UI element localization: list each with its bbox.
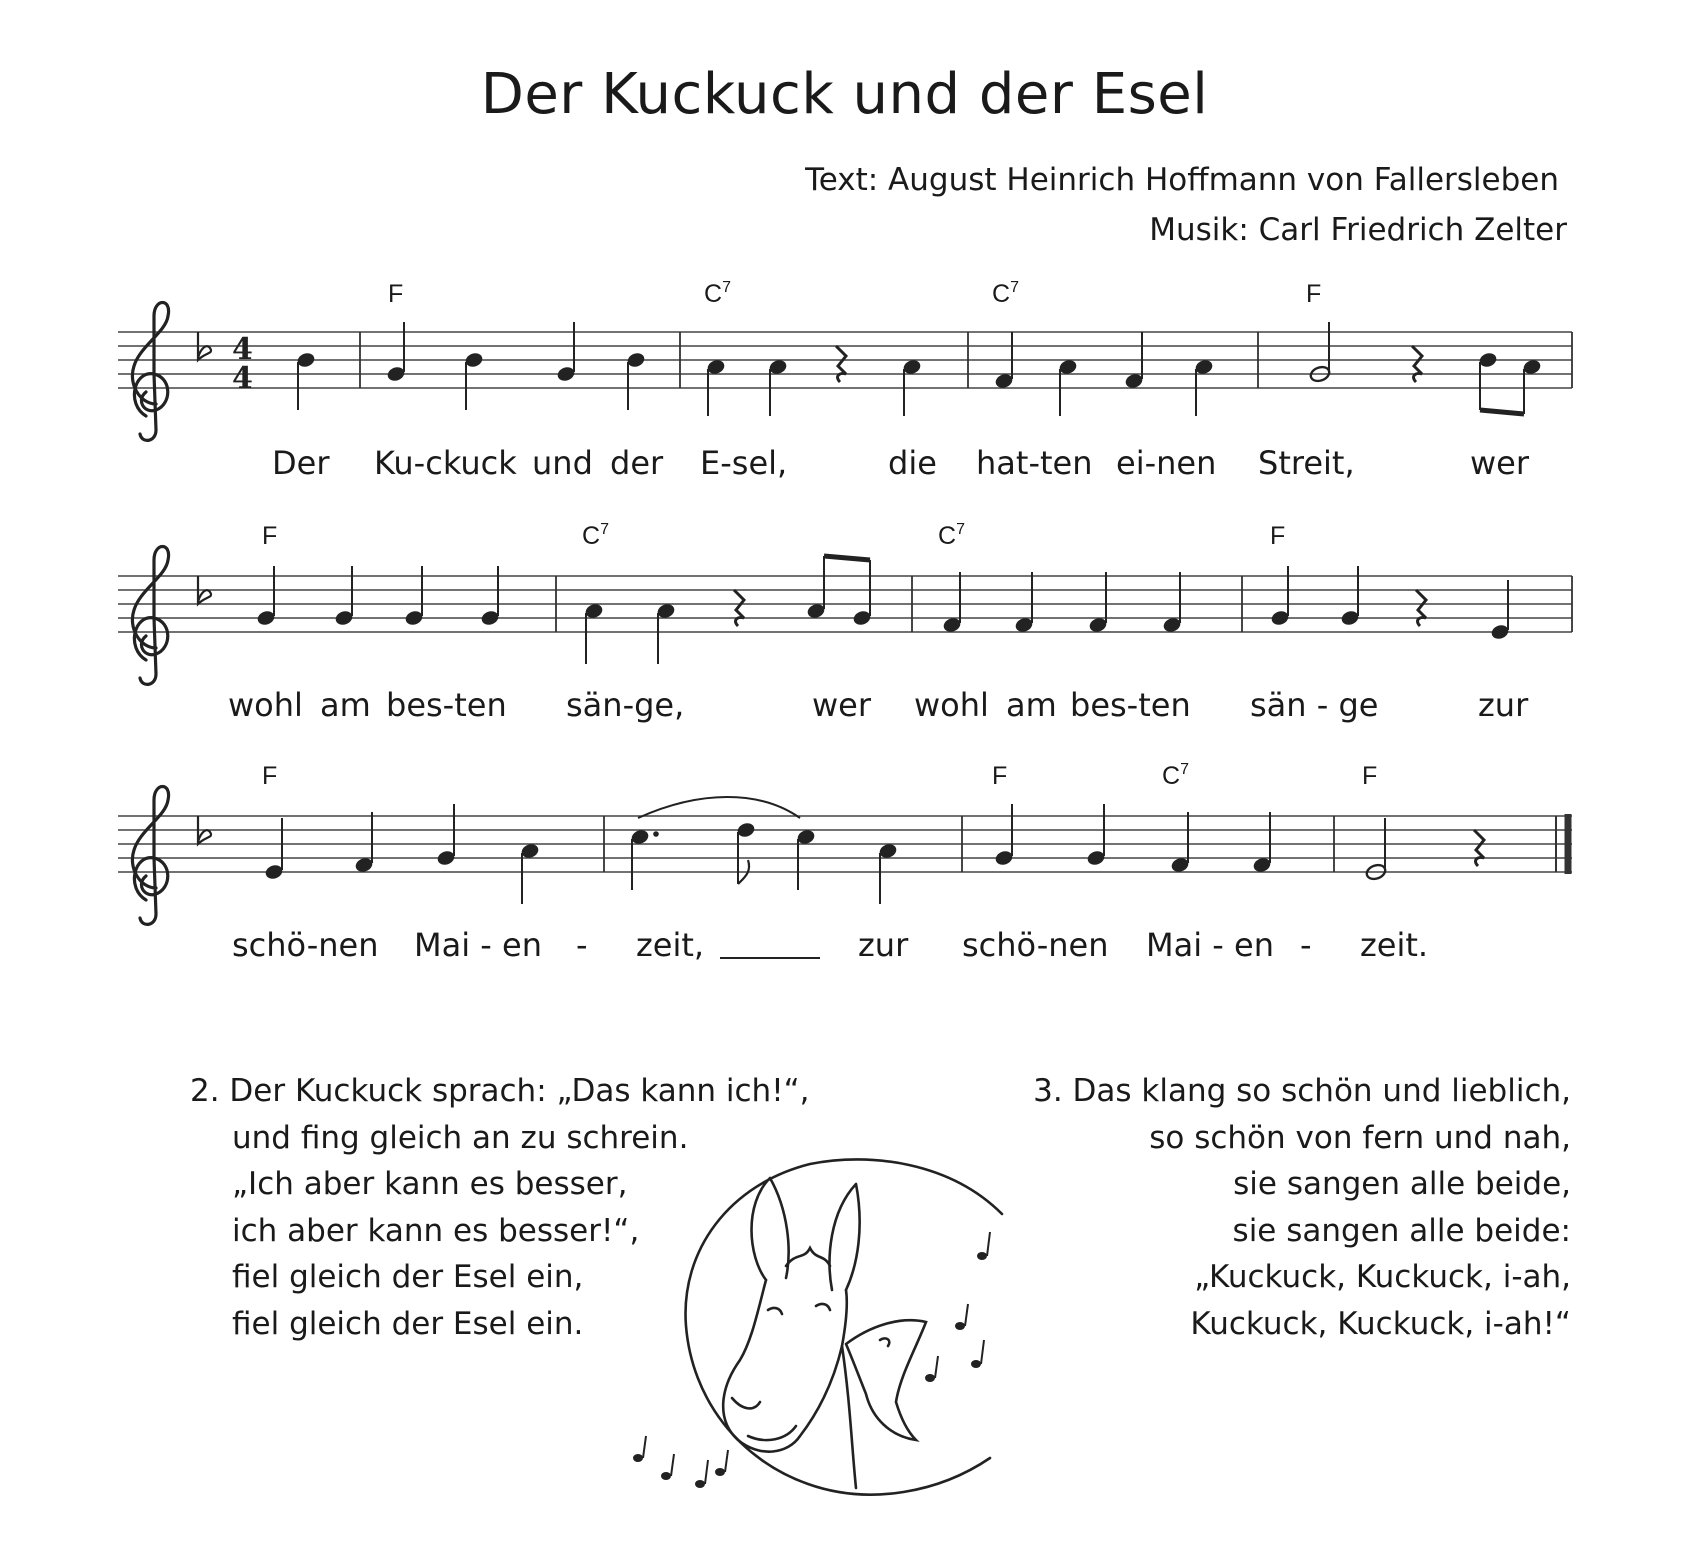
svg-text:Der: Der <box>272 444 330 482</box>
chord-label: F <box>1362 762 1378 790</box>
chord-label: F <box>1306 280 1322 308</box>
chord-label: $C^7$ <box>992 279 1019 308</box>
rest-icon <box>836 346 846 382</box>
verse-line: „Ich aber kann es besser, <box>232 1166 628 1202</box>
chord-label: $C^7$ <box>704 279 731 308</box>
notes-system-3 <box>264 797 1484 904</box>
svg-text:der: der <box>610 444 664 482</box>
svg-text:Mai - en: Mai - en <box>414 926 542 964</box>
donkey-neck <box>842 1346 856 1488</box>
time-sig-bottom: 4 <box>232 361 253 396</box>
donkey-mane <box>786 1248 830 1266</box>
staff-system-3 <box>118 761 1572 964</box>
svg-text:wer: wer <box>1470 444 1530 482</box>
svg-text:schö-nen: schö-nen <box>962 926 1109 964</box>
svg-text:wohl: wohl <box>228 686 303 724</box>
svg-text:ei-nen: ei-nen <box>1116 444 1217 482</box>
svg-text:am: am <box>1006 686 1057 724</box>
chord-label: $C^7$ <box>1162 761 1189 790</box>
svg-text:schö-nen: schö-nen <box>232 926 379 964</box>
svg-text:Mai - en: Mai - en <box>1146 926 1274 964</box>
chord-label: F <box>388 280 404 308</box>
svg-text:Streit,: Streit, <box>1258 444 1355 482</box>
svg-text:bes-ten: bes-ten <box>1070 686 1191 724</box>
staff-system-2 <box>118 521 1572 724</box>
verse-line: 3. Das klang so schön und lieblich, <box>1033 1073 1571 1109</box>
svg-text:und: und <box>532 444 593 482</box>
verse-line: sie sangen alle beide: <box>1232 1212 1571 1249</box>
song-title: Der Kuckuck und der Esel <box>480 62 1209 127</box>
svg-text:-: - <box>1300 926 1312 964</box>
chord-label: $C^7$ <box>582 521 609 550</box>
svg-text:E-sel,: E-sel, <box>700 444 788 482</box>
chord-label: $C^7$ <box>938 521 965 550</box>
lyrics-line-1 <box>272 444 1530 482</box>
svg-text:zeit.: zeit. <box>1360 926 1429 964</box>
staff-system-1 <box>118 279 1572 482</box>
verse-line: fiel gleich der Esel ein. <box>232 1305 584 1342</box>
verse-3 <box>1033 1068 1571 1347</box>
donkey-muzzle <box>732 1398 796 1440</box>
music-notes-icon <box>633 1232 990 1488</box>
svg-text:wohl: wohl <box>914 686 989 724</box>
svg-text:sän-ge,: sän-ge, <box>566 686 685 724</box>
svg-text:sän - ge: sän - ge <box>1250 686 1379 724</box>
verse-line: ich aber kann es besser!“, <box>232 1212 640 1249</box>
notes-system-1 <box>296 322 1542 416</box>
donkey-illustration <box>620 1140 1100 1540</box>
verse-line: sie sangen alle beide, <box>1233 1166 1571 1202</box>
slur <box>638 797 800 818</box>
svg-text:am: am <box>320 686 371 724</box>
svg-text:Ku-ckuck: Ku-ckuck <box>374 444 517 482</box>
svg-text:die: die <box>888 444 937 482</box>
verse-line: so schön von fern und nah, <box>1149 1119 1571 1156</box>
treble-clef-icon <box>132 787 168 925</box>
treble-clef-icon <box>132 547 168 685</box>
treble-clef-icon <box>132 303 168 441</box>
lyrics-line-2 <box>228 686 1529 724</box>
verse-line: „Kuckuck, Kuckuck, i-ah, <box>1194 1259 1571 1295</box>
chord-label: F <box>992 762 1008 790</box>
verse-line: Kuckuck, Kuckuck, i-ah!“ <box>1190 1305 1571 1342</box>
rest-icon <box>1474 830 1484 866</box>
notes-system-2 <box>256 556 1510 664</box>
svg-text:zur: zur <box>1478 686 1529 724</box>
rest-icon <box>734 590 744 626</box>
cuckoo-eye <box>880 1338 889 1346</box>
rest-icon <box>1412 346 1422 382</box>
donkey-right-ear <box>830 1184 860 1290</box>
svg-text:bes-ten: bes-ten <box>386 686 507 724</box>
composer-credit: Musik: Carl Friedrich Zelter <box>1149 212 1567 248</box>
chord-label: F <box>1270 522 1286 550</box>
time-sig-top: 4 <box>232 332 253 367</box>
lyricist-credit: Text: August Heinrich Hoffmann von Fallersleben <box>805 162 1559 198</box>
lyrics-line-3 <box>232 926 1428 964</box>
verse-line: und fing gleich an zu schrein. <box>232 1119 689 1156</box>
svg-text:zeit,: zeit, <box>636 926 705 964</box>
svg-text:-: - <box>576 926 588 964</box>
rest-icon <box>1416 590 1426 626</box>
chord-label: F <box>262 762 278 790</box>
verse-line: 2. Der Kuckuck sprach: „Das kann ich!“, <box>190 1073 810 1109</box>
donkey-eyes <box>768 1304 830 1314</box>
chord-label: F <box>262 522 278 550</box>
donkey-left-ear <box>752 1178 789 1280</box>
svg-text:wer: wer <box>812 686 872 724</box>
svg-text:zur: zur <box>858 926 909 964</box>
verse-line: fiel gleich der Esel ein, <box>232 1259 584 1295</box>
svg-text:hat-ten: hat-ten <box>976 444 1093 482</box>
